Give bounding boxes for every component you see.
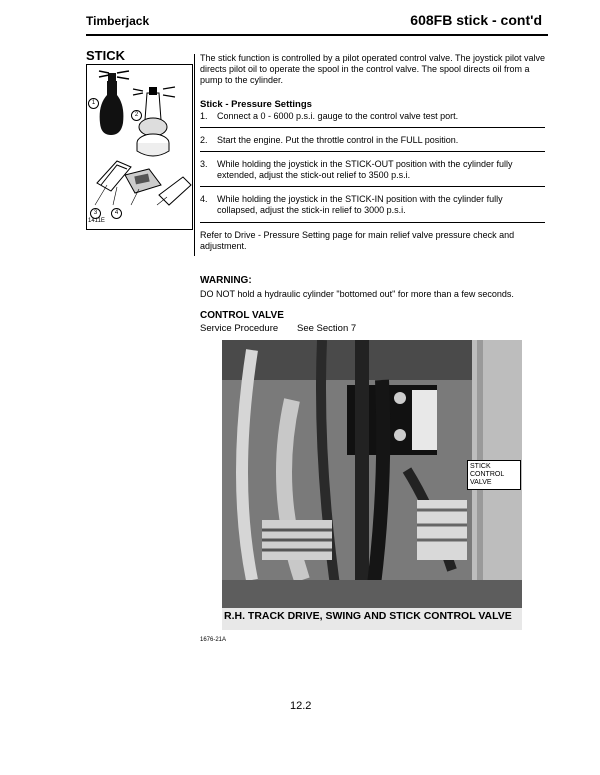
callout-3: 3 (90, 208, 101, 219)
step-divider (200, 222, 545, 223)
section-title: STICK (86, 48, 125, 63)
step-divider (200, 127, 545, 128)
step-divider (200, 151, 545, 152)
pressure-settings-heading: Stick - Pressure Settings (200, 99, 312, 110)
joystick-figure (86, 64, 193, 230)
photo-number: 1676-21A (200, 637, 227, 643)
step-divider (200, 186, 545, 187)
step-1 (200, 111, 545, 122)
callout-2: 2 (131, 110, 142, 121)
joystick-drawing (87, 65, 192, 229)
step-2 (200, 135, 545, 146)
callout-4: 4 (111, 208, 122, 219)
step-text: While holding the joystick in the STICK-OUT position with the cylinder fully extended, adjust the stick-out relief to 3500 p.s.i. (217, 159, 513, 180)
figure-number: 1411E (88, 218, 105, 224)
label-line: CONTROL (470, 471, 505, 478)
control-valve-photo (222, 340, 522, 630)
label-line: STICK (470, 463, 491, 470)
step-number: 1. (200, 111, 208, 121)
page-number: 12.2 (290, 700, 312, 712)
header-rule (86, 34, 548, 36)
page-title: 608FB stick - cont'd (410, 12, 542, 28)
refer-paragraph: Refer to Drive - Pressure Setting page for main relief valve pressure check and adjustment. (200, 230, 515, 251)
step-number: 4. (200, 194, 208, 204)
brand-name: Timberjack (86, 14, 150, 28)
callout-1: 1 (88, 98, 99, 109)
control-valve-heading: CONTROL VALVE (200, 310, 284, 321)
step-text: While holding the joystick in the STICK-IN position with the cylinder fully collapsed, adjust the stick-in relief to 3000 p.s.i. (217, 194, 503, 215)
step-number: 2. (200, 135, 208, 145)
warning-text: DO NOT hold a hydraulic cylinder "bottomed out" for more than a few seconds. (200, 289, 514, 299)
service-procedure-label: Service Procedure (200, 323, 279, 334)
photo-caption: R.H. TRACK DRIVE, SWING AND STICK CONTROL VALVE (224, 610, 512, 622)
step-text: Start the engine. Put the throttle control in the FULL position. (217, 135, 459, 145)
step-3 (200, 159, 545, 181)
intro-paragraph: The stick function is controlled by a pilot operated control valve. The joystick pilot valve directs pilot oil to operate the spool in the control valve. The spool directs oil from a pump to the cylinder. (200, 53, 546, 85)
warning-heading: WARNING: (200, 275, 252, 286)
column-divider (194, 54, 195, 256)
service-section-ref: See Section 7 (297, 323, 357, 334)
step-text: Connect a 0 - 6000 p.s.i. gauge to the control valve test port. (217, 111, 459, 121)
step-4 (200, 194, 545, 216)
photo-callout-label (467, 460, 521, 490)
step-number: 3. (200, 159, 208, 169)
label-line: VALVE (470, 479, 492, 486)
